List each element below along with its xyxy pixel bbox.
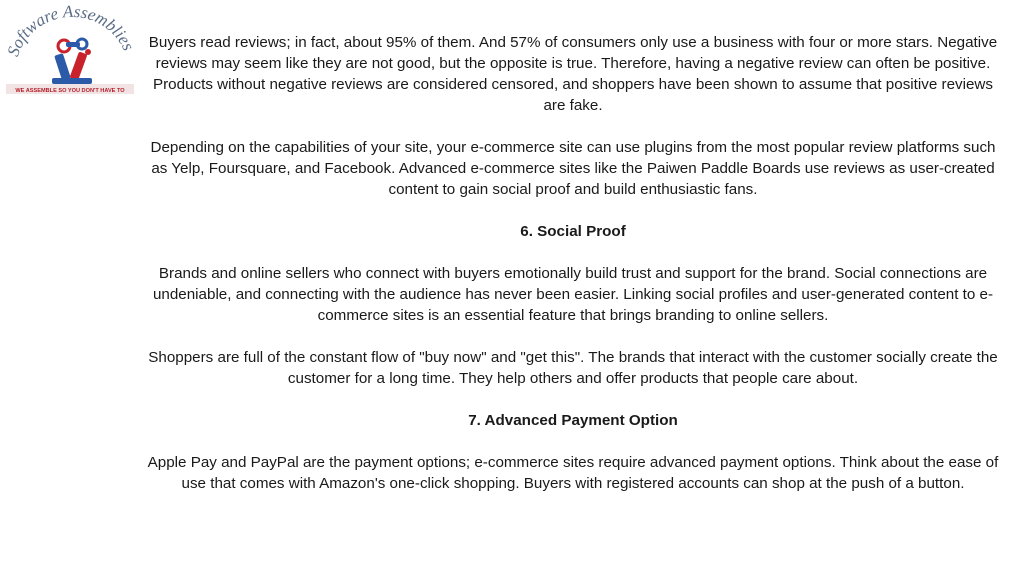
logo-tagline: WE ASSEMBLE SO YOU DON'T HAVE TO xyxy=(15,88,125,94)
software-assemblies-logo xyxy=(2,2,142,100)
heading-advanced-payment: 7. Advanced Payment Option xyxy=(468,412,678,429)
heading-social-proof: 6. Social Proof xyxy=(520,223,626,240)
logo-graphic xyxy=(2,2,142,100)
robot-arm-icon xyxy=(52,39,92,84)
paragraph-review-plugins: Depending on the capabilities of your site, your e-commerce site can use plugins from the most popular review platforms such as Yelp, Foursquare, and Facebook. Advanced e-commerce sites like the Paiwen Paddle Boards use reviews as user-created content to gain social proof and build enthusiastic fans. xyxy=(150,139,996,198)
paragraph-payment-options: Apple Pay and PayPal are the payment options; e-commerce sites require advanced payment options. Think about the ease of use that comes with Amazon's one-click shopping. Buyers with registered accounts can shop at the push of a button. xyxy=(147,454,999,492)
paragraph-reviews-stats: Buyers read reviews; in fact, about 95% of them. And 57% of consumers only use a business with four or more stars. Negative reviews may seem like they are not good, but the opposite is true. Therefore, having a negative review can often be positive. Products without negative reviews are considered censored, and shoppers have been shown to assume that positive reviews are fake. xyxy=(148,34,998,114)
logo-brand-textpath: Software Assemblies xyxy=(3,2,139,59)
paragraph-social-connections: Brands and online sellers who connect with buyers emotionally build trust and support for the brand. Social connections are undeniable, and connecting with the audience has never been easier. Linking social profiles and user-generated content to e-commerce sites is an essential feature that brings branding to online sellers. xyxy=(152,265,994,324)
logo-brand-text xyxy=(3,2,138,59)
article-body xyxy=(146,32,1000,515)
paragraph-shoppers: Shoppers are full of the constant flow of "buy now" and "get this". The brands that interact with the customer socially create the customer for a long time. They help others and offer products that people care about. xyxy=(148,349,998,387)
